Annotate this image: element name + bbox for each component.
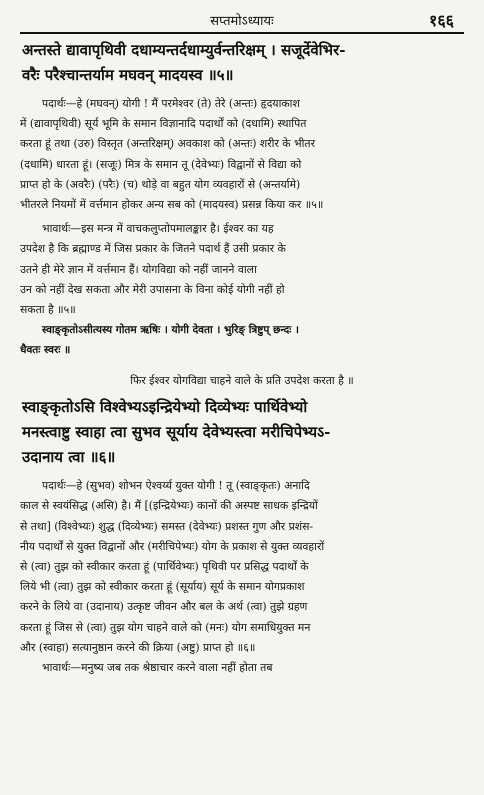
mantra-line: अन्तस्ते द्यावापृथिवी दधाम्यन्तर्दधाम्युर्वन्तरिक्षम् । सजूर्देवेभिर- (22, 41, 346, 59)
text-line: पदार्थः—हे (सुभव) शोभन ऐश्वर्य्य युक्त योगी ! तू (स्वाङ्कृतः) अनादि (42, 479, 310, 493)
text-line: पदार्थः—हे (मघवन्) योगी ! मैं परमेश्वर (ते) तेरे (अन्तः) हृदयाकाश (42, 97, 300, 110)
text-line: नीय पदार्थों से युक्त विद्वानों और (मरीचिपेभ्यः) योग के प्रकाश से युक्त व्यवहारों (20, 539, 325, 553)
page (20, 6, 464, 678)
text-line: प्राप्त हो के (अवरैः) (परैः) (च) थोड़े वा बहुत योग व्यवहारों से (अन्तर्यामे) (20, 177, 301, 191)
text-line: करता हूं जिस से (त्वा) तुझ योग चाहने वाले को (मनः) योग समाधियुक्त मन (20, 620, 311, 634)
text-line: काल से स्वयंसिद्ध (असि) है। मैं [(इन्द्रियेभ्यः) कानों की अस्पष्ट साधक इन्द्रियों (20, 499, 318, 513)
text-line: भावार्थः—इस मन्त्र में वाचकलुप्तोपमालङ्कार है। ईश्वर का यह (42, 222, 274, 236)
text-line: उन को नहीं देख सकता और मेरी उपासना के विना कोई योगी नहीं हो (20, 282, 285, 296)
text-line: से तथा] (विश्वेभ्यः) शुद्ध (दिव्येभ्यः) समस्त (देवेभ्यः) प्रशस्त गुण और प्रशंस- (20, 519, 314, 533)
chapter-title: सप्तमोऽध्यायः (210, 14, 274, 29)
text-line: करने के लिये वा (उदानाय) उत्कृष्ट जीवन और बल के अर्थ (त्वा) तुझे ग्रहण (20, 600, 308, 614)
padartha-5 (20, 94, 464, 215)
text-line: उतने ही मेरे ज्ञान में वर्त्तमान हैं। योगविद्या को नहीं जानने वाला (20, 262, 257, 276)
text-line: से (त्वा) तुझ को स्वीकार करता हूं (पार्थिवेभ्यः) पृथिवी पर प्रसिद्ध पदार्थों के (20, 560, 309, 574)
mantra-5 (22, 38, 464, 88)
mantra-6 (22, 395, 464, 470)
rishi-line: स्वाङ्कृतोऽसीत्यस्य गोतम ऋषिः । योगी देवता । भुरिङ् त्रिष्टुप् छन्दः । (42, 324, 299, 337)
text-line: में (द्यावापृथिवी) सूर्य भूमि के समान विज्ञानादि पदार्थों को (दधामि) स्थापित (20, 117, 307, 131)
bhavartha-6: भावार्थः—मनुष्य जब तक श्रेष्ठाचार करने वाला नहीं होता तब (42, 661, 273, 675)
swara-line: धैवतः स्वरः ॥ (20, 344, 71, 357)
mantra-line: वरैः परैश्चान्तर्याम मघवन् मादयस्व ॥५॥ (22, 66, 234, 84)
intro-line: फिर ईश्वर योगविद्या चाहने वाले के प्रति उपदेश करता है ॥ (130, 374, 354, 388)
text-line: सकता है ॥५॥ (20, 303, 76, 317)
text-line: करता हूं तथा (उरु) विस्तृत (अन्तरिक्षम्) अवकाश को (अन्तः) शरीर के भीतर (20, 137, 315, 151)
mantra-line: मनस्त्वाष्टु स्वाहा त्वा सुभव सूर्याय देवेभ्यस्त्वा मरीचिपेभ्यऽ- (22, 423, 331, 442)
mantra-line: स्वाङ्कृतोऽसि विश्वेभ्यऽइन्द्रियेभ्यो दिव्येभ्यः पार्थिवेभ्यो (22, 398, 308, 417)
text-line: भीतरले नियमों में वर्त्तमान होकर अन्य सब को (मादयस्व) प्रसन्न किया कर ॥५॥ (20, 198, 324, 212)
text-line: उपदेश है कि ब्रह्माण्ड में जिस प्रकार के जितने पदार्थ हैं उसी प्रकार के (20, 242, 286, 256)
padartha-6 (20, 476, 464, 658)
text-line: और (स्वाहा) सत्यानुष्ठान करने की क्रिया (अष्टु) प्राप्त हो ॥६॥ (20, 640, 256, 654)
mantra-line: उदानाय त्वा ॥६॥ (22, 448, 116, 467)
bhavartha-5 (20, 219, 464, 320)
page-header (20, 6, 464, 34)
page-number: १६६ (429, 11, 454, 30)
text-line: लिये भी (त्वा) तुझ को स्वीकार करता हूं (सूर्याय) सूर्य के समान योगप्रकाश (20, 580, 305, 594)
text-line: (दधामि) धारता हूं। (सजूः) मित्र के समान तू (देवेभ्यः) विद्वानों से विद्या को (20, 157, 302, 171)
